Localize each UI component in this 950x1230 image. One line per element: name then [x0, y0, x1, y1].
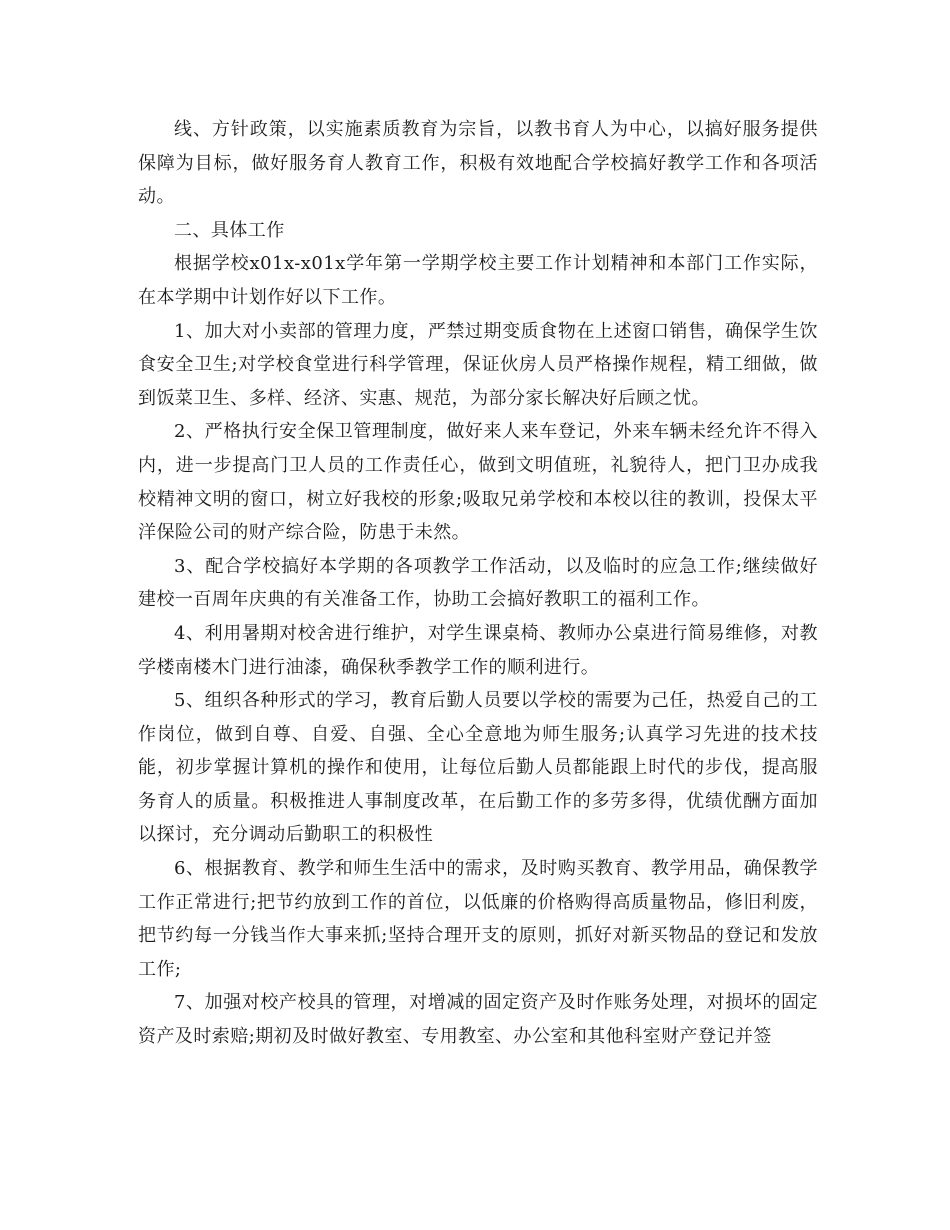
paragraph-intro-continuation: 线、方针政策，以实施素质教育为宗旨，以教书育人为中心，以搞好服务提供保障为目标，做好服务育人教育工作，积极有效地配合学校搞好教学工作和各项活动。	[138, 119, 818, 208]
paragraph-item-3: 3、配合学校搞好本学期的各项教学工作活动，以及临时的应急工作;继续做好建校一百周年庆典的有关准备工作，协助工会搞好教职工的福利工作。	[138, 555, 818, 611]
paragraph-item-4: 4、利用暑期对校舍进行维护，对学生课桌椅、教师办公桌进行简易维修，对教学楼南楼木门进行油漆，确保秋季教学工作的顺利进行。	[138, 622, 818, 678]
paragraph-item-2: 2、严格执行安全保卫管理制度，做好来人来车登记，外来车辆未经允许不得入内，进一步提高门卫人员的工作责任心，做到文明值班，礼貌待人，把门卫办成我校精神文明的窗口，树立好我校的形象;吸取兄弟学校和本校以往的教训，投保太平洋保险公司的财产综合险，防患于未然。	[138, 421, 818, 544]
document-body	[138, 113, 818, 1054]
paragraph-item-7: 7、加强对校产校具的管理，对增减的固定资产及时作账务处理，对损坏的固定资产及时索赔;期初及时做好教室、专用教室、办公室和其他科室财产登记并签	[138, 992, 818, 1048]
paragraph-item-6: 6、根据教育、教学和师生生活中的需求，及时购买教育、教学用品，确保教学工作正常进行;把节约放到工作的首位，以低廉的价格购得高质量物品，修旧利废，把节约每一分钱当作大事来抓;坚持合理开支的原则，抓好对新买物品的登记和发放工作;	[138, 858, 818, 980]
paragraph-item-5: 5、组织各种形式的学习，教育后勤人员要以学校的需要为己任，热爱自己的工作岗位，做到自尊、自爱、自强、全心全意地为师生服务;认真学习先进的技术技能，初步掌握计算机的操作和使用，让每位后勤人员都能跟上时代的步伐，提高服务育人的质量。积极推进人事制度改革，在后勤工作的多劳多得，优绩优酬方面加以探讨，充分调动后勤职工的积极性	[138, 690, 818, 846]
paragraph-plan-overview: 根据学校x01x-x01x学年第一学期学校主要工作计划精神和本部门工作实际，在本学期中计划作好以下工作。	[138, 253, 818, 308]
paragraph-item-1: 1、加大对小卖部的管理力度，严禁过期变质食物在上述窗口销售，确保学生饮食安全卫生;对学校食堂进行科学管理，保证伙房人员严格操作规程，精工细做，做到饭菜卫生、多样、经济、实惠、规范，为部分家长解决好后顾之忧。	[138, 320, 818, 409]
section-heading-specific-work: 二、具体工作	[174, 219, 285, 241]
